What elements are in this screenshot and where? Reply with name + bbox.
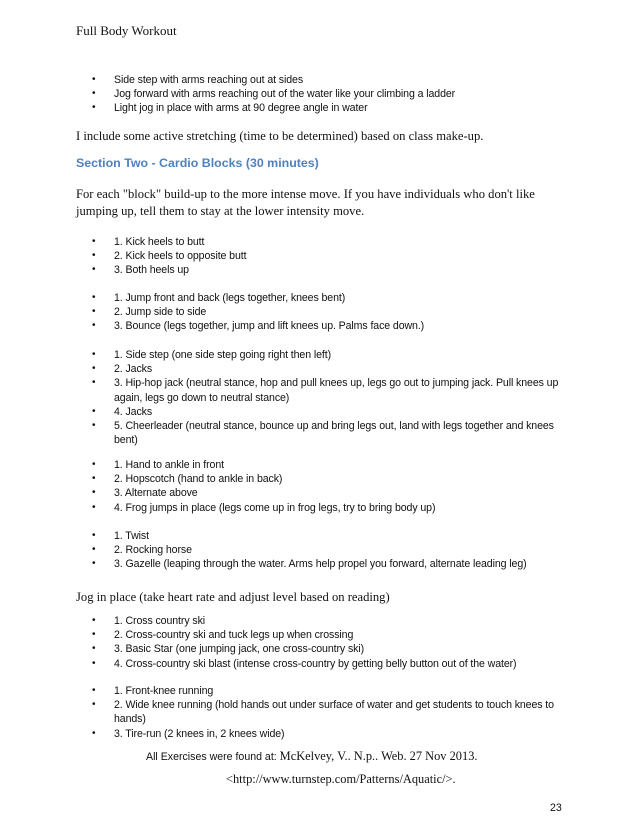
- page-number: 23: [550, 802, 562, 814]
- list-item: • 2. Wide knee running (hold hands out under surface of water and get students to touch knees to hands): [92, 698, 572, 726]
- block-1-list: [92, 235, 572, 278]
- list-item: • 2. Jacks: [92, 362, 572, 376]
- jog-note: Jog in place (take heart rate and adjust level based on reading): [76, 590, 390, 604]
- list-item: • 3. Both heels up: [92, 263, 572, 277]
- list-item: • 4. Frog jumps in place (legs come up in frog legs, try to bring body up): [92, 501, 572, 515]
- list-item: • 1. Hand to ankle in front: [92, 458, 572, 472]
- list-item: • 4. Cross-country ski blast (intense cross-country by getting belly button out of the water): [92, 657, 572, 671]
- block-5-list: [92, 529, 572, 572]
- list-item: • 1. Side step (one side step going right then left): [92, 348, 572, 362]
- citation-main: McKelvey, V.. N.p.. Web. 27 Nov 2013.: [279, 749, 478, 763]
- list-item: • 3. Bounce (legs together, jump and lift knees up. Palms face down.): [92, 319, 572, 333]
- list-item: • 2. Jump side to side: [92, 305, 572, 319]
- list-item: • 5. Cheerleader (neutral stance, bounce up and bring legs out, land with legs together and knees bent): [92, 419, 572, 447]
- page-header: Full Body Workout: [76, 23, 177, 38]
- list-item: • 3. Basic Star (one jumping jack, one cross-country ski): [92, 642, 572, 656]
- list-item: • Jog forward with arms reaching out of the water like your climbing a ladder: [92, 87, 572, 101]
- list-item: • 3. Gazelle (leaping through the water. Arms help propel you forward, alternate leading leg): [92, 557, 572, 571]
- citation-prefix: All Exercises were found at:: [146, 751, 280, 763]
- list-item: • 1. Twist: [92, 529, 572, 543]
- block-4-list: [92, 458, 572, 515]
- warmup-list: [92, 73, 572, 116]
- list-item: • 4. Jacks: [92, 405, 572, 419]
- footer-url: <http://www.turnstep.com/Patterns/Aquatic/>.: [226, 772, 456, 786]
- block-intro: For each "block" build-up to the more intense move. If you have individuals who don't like jumping up, tell them to stay at the lower intensity move.: [76, 187, 535, 218]
- list-item: • 3. Alternate above: [92, 486, 572, 500]
- list-item: • 2. Kick heels to opposite butt: [92, 249, 572, 263]
- list-item: • 1. Cross country ski: [92, 614, 572, 628]
- list-item: • 1. Kick heels to butt: [92, 235, 572, 249]
- section-two-title: Section Two - Cardio Blocks (30 minutes): [76, 156, 319, 170]
- stretch-note: I include some active stretching (time to be determined) based on class make-up.: [76, 129, 484, 143]
- block-3-list: [92, 348, 572, 447]
- list-item: • 2. Rocking horse: [92, 543, 572, 557]
- list-item: • 2. Cross-country ski and tuck legs up when crossing: [92, 628, 572, 642]
- list-item: • 2. Hopscotch (hand to ankle in back): [92, 472, 572, 486]
- block-6-list: [92, 614, 572, 671]
- list-item: • 1. Jump front and back (legs together, knees bent): [92, 291, 572, 305]
- list-item: • Side step with arms reaching out at sides: [92, 73, 572, 87]
- block-7-list: [92, 684, 572, 741]
- list-item: • 3. Tire-run (2 knees in, 2 knees wide): [92, 727, 572, 741]
- block-2-list: [92, 291, 572, 334]
- list-item: • Light jog in place with arms at 90 degree angle in water: [92, 101, 572, 115]
- list-item: • 3. Hip-hop jack (neutral stance, hop and pull knees up, legs go out to jumping jack. Pull knees up again, legs go down to neutral stance): [92, 376, 572, 404]
- list-item: • 1. Front-knee running: [92, 684, 572, 698]
- footer-citation: [146, 749, 477, 764]
